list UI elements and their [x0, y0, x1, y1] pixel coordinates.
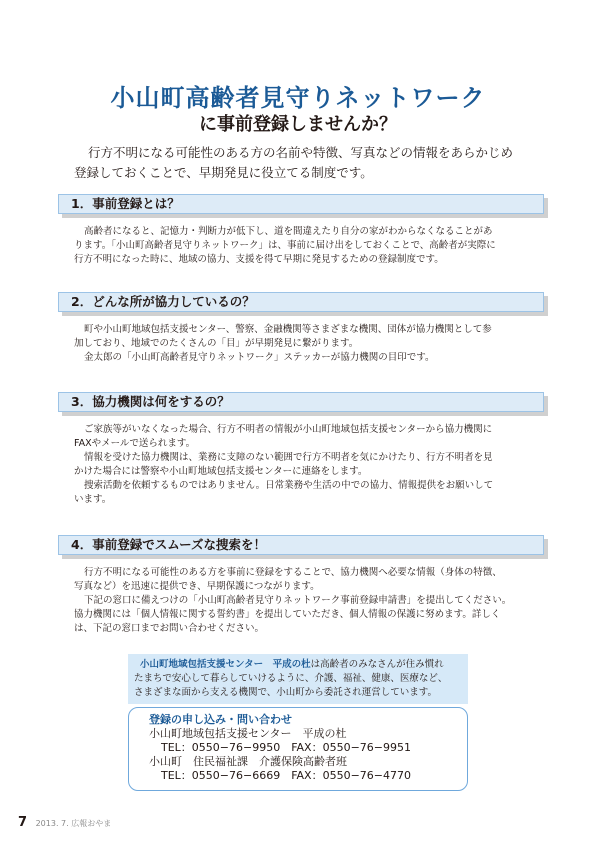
- body-line: 捜索活動を依頼するものではありません。日常業務や生活の中での協力、情報提供をお願いして: [84, 480, 494, 491]
- section-heading-3: 3．協力機関は何をするの？: [58, 392, 544, 412]
- body-line: 情報を受けた協力機関は、業務に支障のない範囲で行方不明者を気にかけたり、行方不明者を見: [84, 452, 493, 463]
- section-heading-2: 2．どんな所が協力しているの？: [58, 292, 544, 312]
- section-body-3: [74, 423, 534, 507]
- issue-date: 2013. 7.: [35, 819, 69, 828]
- intro-line: 登録しておくことで、早期発見に役立てる制度です。: [74, 165, 373, 180]
- body-line: 町や小山町地域包括支援センター、警察、金融機関等さまざまな機関、団体が協力機関として参: [84, 324, 492, 335]
- section-heading-1: 1．事前登録とは？: [58, 194, 544, 214]
- body-line: 下記の窓口に備えつけの「小山町高齢者見守りネットワーク事前登録申請書」を提出してください。: [84, 595, 512, 606]
- info-line: [134, 658, 462, 672]
- contact-org: 小山町 住民福祉課 介護保険高齢者班: [149, 755, 347, 768]
- body-line: 協力機関には「個人情報に関する誓約書」を提出していただき、個人情報の保護に努めます。詳しく: [74, 609, 501, 620]
- info-highlight: 小山町地域包括支援センター 平成の杜: [140, 659, 311, 670]
- contact-org: 小山町地域包括支援センター 平成の杜: [149, 727, 347, 740]
- info-box: [128, 654, 468, 704]
- section-body-4: [74, 566, 534, 636]
- contact-phone: TEL：0550−76−6669 FAX：0550−76−4770: [161, 769, 412, 782]
- page-number: 7: [18, 815, 28, 830]
- section-heading-4: 4．事前登録でスムーズな捜索を！: [58, 535, 544, 555]
- body-line: ご家族等がいなくなった場合、行方不明者の情報が小山町地域包括支援センターから協力機関に: [84, 424, 493, 435]
- page-subtitle: に事前登録しませんか？: [199, 114, 397, 135]
- body-line: 加しており、地域でのたくさんの「目」が早期発見に繋がります。: [74, 338, 359, 349]
- body-line: 行方不明になる可能性のある方を事前に登録をすることで、協力機関へ必要な情報（身体の特徴、: [84, 567, 502, 578]
- body-line: 金太郎の「小山町高齢者見守りネットワーク」ステッカーが協力機関の目印です。: [84, 352, 435, 363]
- contact-phone: TEL：0550−76−9950 FAX：0550−76−9951: [161, 741, 412, 754]
- intro-line: 行方不明になる可能性のある方の名前や特徴、写真などの情報をあらかじめ: [88, 145, 514, 160]
- contact-title: 登録の申し込み・問い合わせ: [149, 713, 292, 726]
- page-title: 小山町高齢者見守りネットワーク: [110, 84, 486, 112]
- body-line: 高齢者になると、記憶力・判断力が低下し、道を間違えたり自分の家がわからなくなることがあ: [84, 226, 493, 237]
- publication-name: 広報おやま: [71, 819, 112, 828]
- section-body-2: [74, 323, 534, 365]
- section-body-1: [74, 225, 534, 267]
- body-line: FAXやメールで送られます。: [74, 438, 196, 449]
- body-line: は、下記の窓口までお問い合わせください。: [74, 623, 265, 634]
- info-line: たまちで安心して暮らしていけるように、介護、福祉、健康、医療など、: [134, 673, 448, 684]
- body-line: います。: [74, 494, 112, 505]
- info-text: は高齢者のみなさんが住み慣れ: [310, 659, 444, 670]
- body-line: 行方不明になった時に、地域の協力、支援を得て早期に発見するための登録制度です。: [74, 254, 444, 265]
- info-line: さまざまな面から支える機関で、小山町から委託され運営しています。: [134, 687, 438, 698]
- body-line: 写真など）を迅速に提供でき、早期保護につながります。: [74, 581, 320, 592]
- page-footer: [18, 815, 111, 830]
- intro-text: [74, 143, 534, 183]
- body-line: かけた場合には警察や小山町地域包括支援センターに連絡をします。: [74, 466, 368, 477]
- contact-box: [128, 707, 468, 791]
- body-line: ります。「小山町高齢者見守りネットワーク」は、事前に届け出をしておくことで、高齢者が実際に: [74, 240, 496, 251]
